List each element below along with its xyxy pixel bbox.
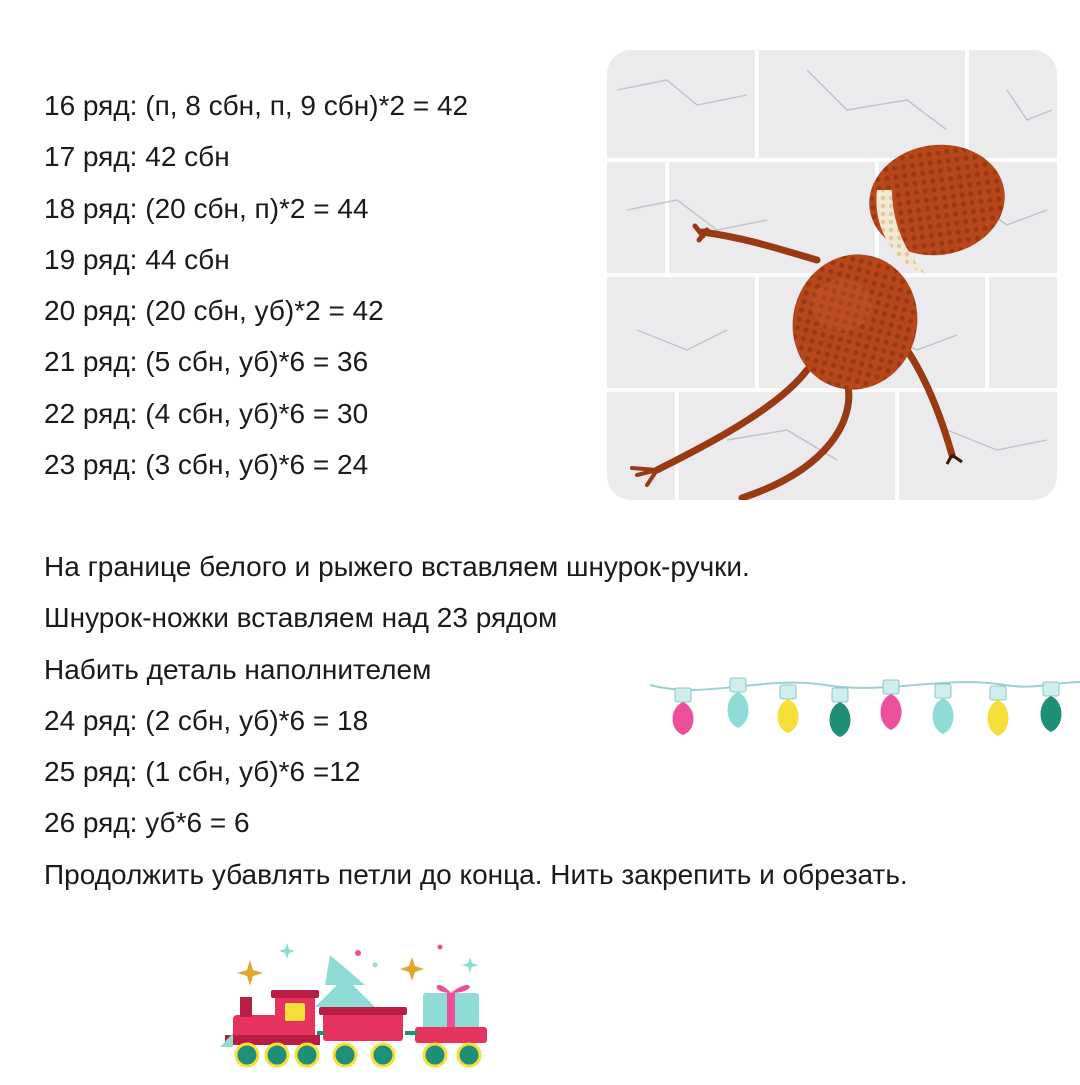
note-insert-legs: Шнурок-ножки вставляем над 23 рядом — [44, 602, 558, 634]
note-stuff: Набить деталь наполнителем — [44, 653, 432, 685]
row-17: 17 ряд: 42 сбн — [44, 141, 230, 173]
row-24: 24 ряд: (2 сбн, уб)*6 = 18 — [44, 704, 369, 736]
row-22: 22 ряд: (4 сбн, уб)*6 = 30 — [44, 397, 369, 429]
instruction-rows — [44, 80, 604, 490]
crochet-acorn-body-photo-icon — [607, 50, 1057, 500]
note-finish: Продолжить убавлять петли до конца. Нить закрепить и обрезать. — [44, 858, 908, 890]
christmas-lights-icon — [645, 660, 1080, 770]
note-insert-arms: На границе белого и рыжего вставляем шнурок-ручки. — [44, 551, 750, 582]
crochet-photo — [607, 50, 1057, 500]
row-21: 21 ряд: (5 сбн, уб)*6 = 36 — [44, 346, 369, 378]
row-16: 16 ряд: (п, 8 сбн, п, 9 сбн)*2 = 42 — [44, 90, 469, 121]
row-25: 25 ряд: (1 сбн, уб)*6 =12 — [44, 756, 361, 788]
christmas-train-icon — [215, 935, 505, 1080]
row-19: 19 ряд: 44 сбн — [44, 243, 230, 275]
row-26: 26 ряд: уб*6 = 6 — [44, 807, 250, 839]
row-18: 18 ряд: (20 сбн, п)*2 = 44 — [44, 192, 369, 224]
row-20: 20 ряд: (20 сбн, уб)*2 = 42 — [44, 295, 384, 327]
row-23: 23 ряд: (3 сбн, уб)*6 = 24 — [44, 449, 369, 481]
